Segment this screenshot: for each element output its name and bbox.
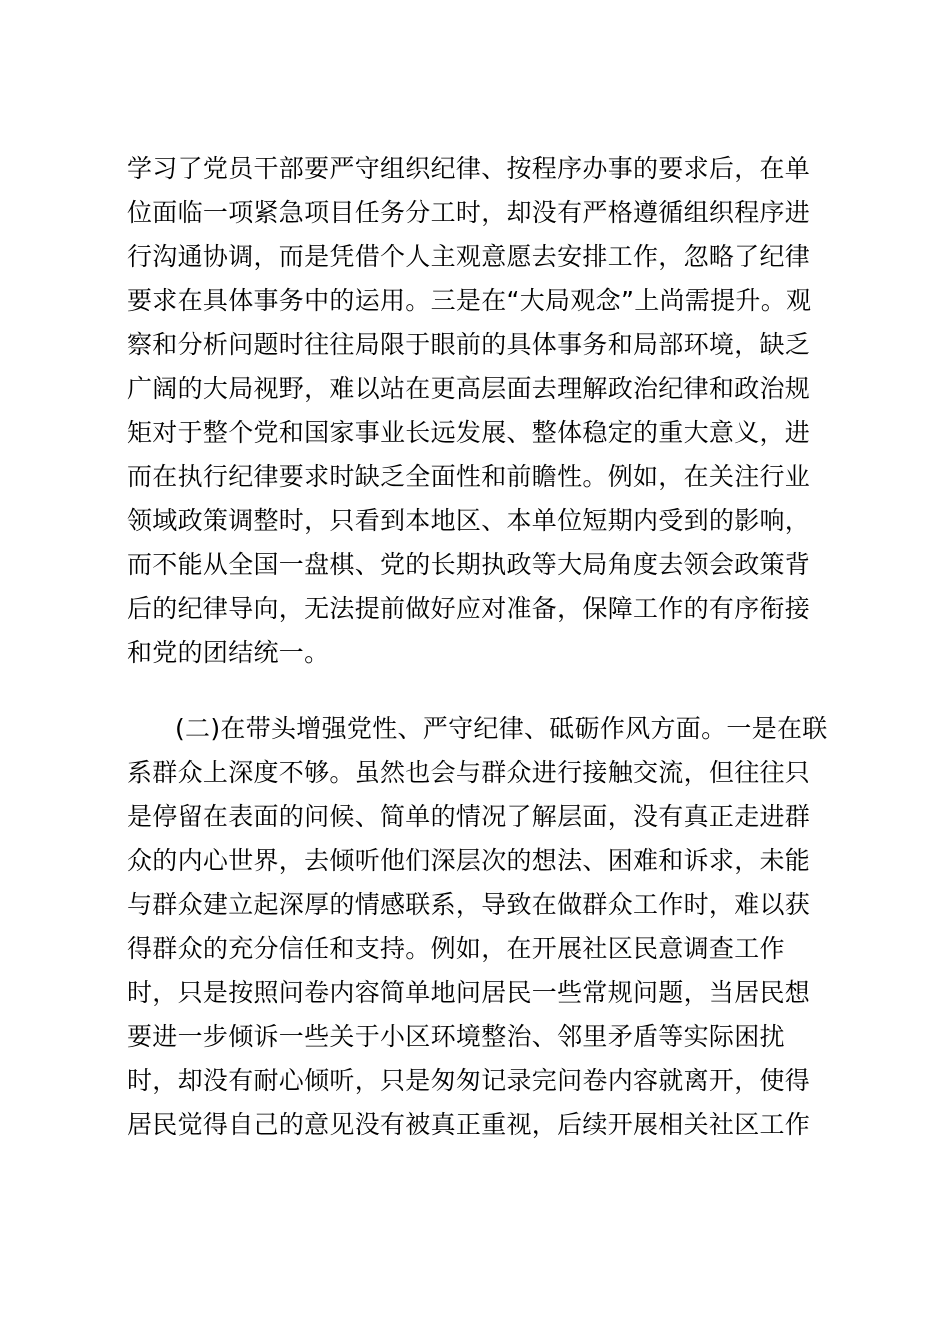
text-line: 而在执行纪律要求时缺乏全面性和前瞻性。例如，在关注行业 xyxy=(127,462,811,491)
text-line: 与群众建立起深厚的情感联系，导致在做群众工作时，难以获 xyxy=(127,890,811,919)
text-line: 领域政策调整时，只看到本地区、本单位短期内受到的影响， xyxy=(127,506,811,535)
text-line: 和党的团结统一。 xyxy=(127,638,330,667)
text-line: 广阔的大局视野，难以站在更高层面去理解政治纪律和政治规 xyxy=(127,374,811,403)
text-line: 要求在具体事务中的运用。三是在“大局观念”上尚需提升。观 xyxy=(127,286,812,315)
text-line: 时，只是按照问卷内容简单地问居民一些常规问题，当居民想 xyxy=(127,978,811,1007)
text-line: 时，却没有耐心倾听，只是匆匆记录完问卷内容就离开，使得 xyxy=(127,1066,811,1095)
text-line: 学习了党员干部要严守组织纪律、按程序办事的要求后，在单 xyxy=(127,154,811,183)
text-line: 察和分析问题时往往局限于眼前的具体事务和局部环境，缺乏 xyxy=(127,330,811,359)
text-line: 位面临一项紧急项目任务分工时，却没有严格遵循组织程序进 xyxy=(127,198,811,227)
text-line: 居民觉得自己的意见没有被真正重视，后续开展相关社区工作 xyxy=(127,1110,811,1139)
text-line: 得群众的充分信任和支持。例如，在开展社区民意调查工作 xyxy=(127,934,785,963)
text-line: (二)在带头增强党性、严守纪律、砥砺作风方面。一是在联 xyxy=(175,714,828,743)
text-line: 众的内心世界，去倾听他们深层次的想法、困难和诉求，未能 xyxy=(127,846,811,875)
text-line: 行沟通协调，而是凭借个人主观意愿去安排工作，忽略了纪律 xyxy=(127,242,811,271)
text-line: 后的纪律导向，无法提前做好应对准备，保障工作的有序衔接 xyxy=(127,594,811,623)
text-line: 是停留在表面的问候、简单的情况了解层面，没有真正走进群 xyxy=(127,802,811,831)
text-line: 系群众上深度不够。虽然也会与群众进行接触交流，但往往只 xyxy=(127,758,811,787)
text-line: 矩对于整个党和国家事业长远发展、整体稳定的重大意义，进 xyxy=(127,418,811,447)
text-line: 要进一步倾诉一些关于小区环境整治、邻里矛盾等实际困扰 xyxy=(127,1022,785,1051)
text-line: 而不能从全国一盘棋、党的长期执政等大局角度去领会政策背 xyxy=(127,550,811,579)
